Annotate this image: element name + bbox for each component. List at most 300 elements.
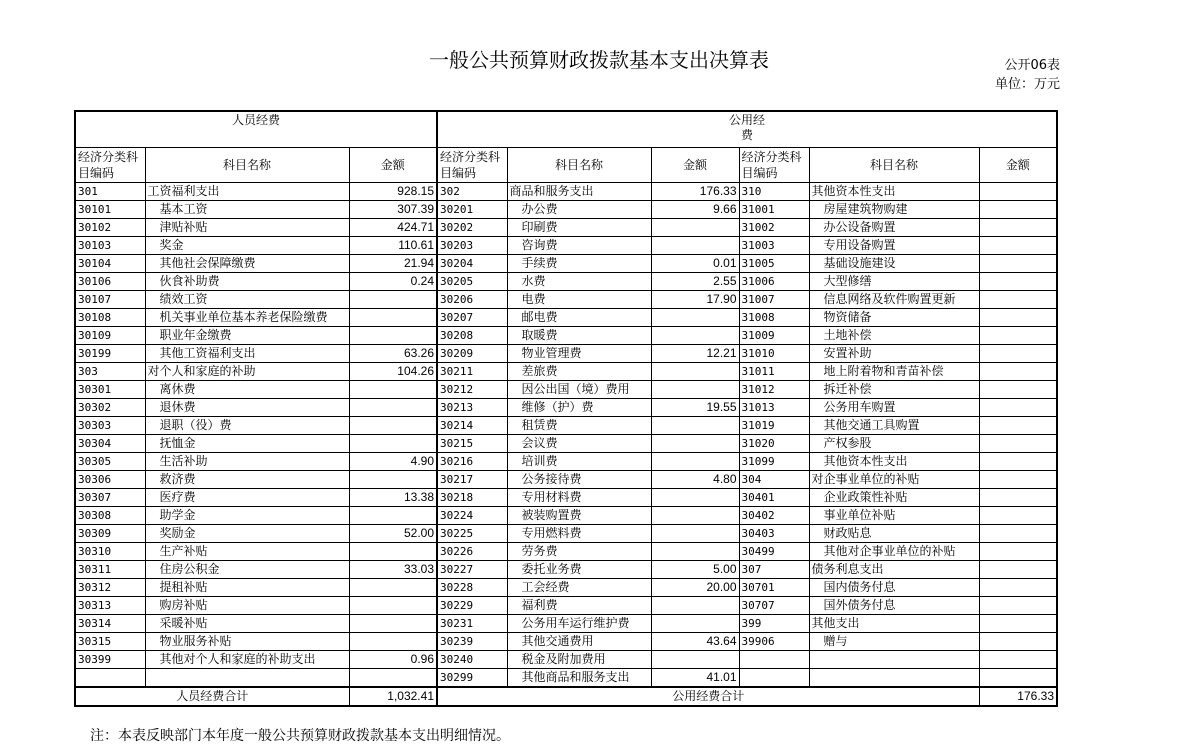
cell-code: 30201 xyxy=(437,201,507,219)
cell-name: 租赁费 xyxy=(507,417,651,435)
cell-amount xyxy=(349,309,437,327)
cell-amount: 2.55 xyxy=(651,273,739,291)
cell-code: 30227 xyxy=(437,561,507,579)
cell-amount: 176.33 xyxy=(651,183,739,201)
cell-amount xyxy=(651,435,739,453)
cell-name: 提租补贴 xyxy=(145,579,349,597)
cell-code: 30104 xyxy=(75,255,145,273)
cell-name: 离休费 xyxy=(145,381,349,399)
cell-code: 30305 xyxy=(75,453,145,471)
group-personnel-header: 人员经费 xyxy=(75,111,437,148)
cell-name: 其他社会保障缴费 xyxy=(145,255,349,273)
cell-code: 30202 xyxy=(437,219,507,237)
cell-amount xyxy=(979,543,1057,561)
cell-code: 30199 xyxy=(75,345,145,363)
col-amount-header: 金额 xyxy=(651,148,739,183)
cell-code: 30215 xyxy=(437,435,507,453)
cell-name: 对个人和家庭的补助 xyxy=(145,363,349,381)
cell-amount xyxy=(979,255,1057,273)
cell-name: 邮电费 xyxy=(507,309,651,327)
cell-code: 31012 xyxy=(739,381,809,399)
total-personnel-label: 人员经费合计 xyxy=(75,687,349,706)
cell-amount xyxy=(979,489,1057,507)
cell-code: 30109 xyxy=(75,327,145,345)
cell-code: 30209 xyxy=(437,345,507,363)
cell-amount xyxy=(979,507,1057,525)
cell-code: 307 xyxy=(739,561,809,579)
table-row xyxy=(75,471,1057,489)
cell-code: 302 xyxy=(437,183,507,201)
expenditure-table xyxy=(74,110,1058,707)
cell-code: 30211 xyxy=(437,363,507,381)
cell-name: 事业单位补贴 xyxy=(809,507,979,525)
col-code-header: 经济分类科目编码 xyxy=(739,148,809,183)
cell-code: 31001 xyxy=(739,201,809,219)
table-row xyxy=(75,417,1057,435)
cell-code: 31013 xyxy=(739,399,809,417)
cell-amount: 33.03 xyxy=(349,561,437,579)
cell-name xyxy=(145,669,349,688)
table-row xyxy=(75,597,1057,615)
cell-code: 30107 xyxy=(75,291,145,309)
cell-amount: 4.80 xyxy=(651,471,739,489)
cell-amount xyxy=(349,327,437,345)
cell-code: 30226 xyxy=(437,543,507,561)
cell-amount xyxy=(651,237,739,255)
cell-name: 其他支出 xyxy=(809,615,979,633)
cell-code: 31020 xyxy=(739,435,809,453)
cell-name: 专用设备购置 xyxy=(809,237,979,255)
cell-name: 被装购置费 xyxy=(507,507,651,525)
cell-amount xyxy=(651,525,739,543)
cell-name: 退休费 xyxy=(145,399,349,417)
cell-amount xyxy=(979,399,1057,417)
table-row xyxy=(75,579,1057,597)
cell-code: 30307 xyxy=(75,489,145,507)
cell-name: 基本工资 xyxy=(145,201,349,219)
table-row xyxy=(75,183,1057,201)
cell-amount xyxy=(349,597,437,615)
cell-amount xyxy=(651,489,739,507)
cell-amount: 41.01 xyxy=(651,669,739,688)
table-row xyxy=(75,651,1057,669)
cell-name: 债务利息支出 xyxy=(809,561,979,579)
cell-code: 30314 xyxy=(75,615,145,633)
cell-amount xyxy=(349,417,437,435)
cell-code: 30213 xyxy=(437,399,507,417)
cell-amount xyxy=(979,417,1057,435)
cell-amount xyxy=(979,669,1057,688)
cell-name: 其他对个人和家庭的补助支出 xyxy=(145,651,349,669)
cell-name: 其他对企事业单位的补贴 xyxy=(809,543,979,561)
cell-name: 职业年金缴费 xyxy=(145,327,349,345)
cell-name: 委托业务费 xyxy=(507,561,651,579)
cell-name: 机关事业单位基本养老保险缴费 xyxy=(145,309,349,327)
cell-code: 30108 xyxy=(75,309,145,327)
cell-code: 31099 xyxy=(739,453,809,471)
col-code-header: 经济分类科目编码 xyxy=(75,148,145,183)
table-row xyxy=(75,327,1057,345)
cell-amount xyxy=(651,507,739,525)
cell-amount xyxy=(979,471,1057,489)
cell-code: 30212 xyxy=(437,381,507,399)
cell-code xyxy=(739,651,809,669)
cell-code: 30302 xyxy=(75,399,145,417)
cell-code: 30208 xyxy=(437,327,507,345)
table-row xyxy=(75,633,1057,651)
cell-code: 31006 xyxy=(739,273,809,291)
cell-amount: 21.94 xyxy=(349,255,437,273)
cell-name: 物资储备 xyxy=(809,309,979,327)
cell-amount: 20.00 xyxy=(651,579,739,597)
cell-amount xyxy=(979,525,1057,543)
cell-amount: 4.90 xyxy=(349,453,437,471)
cell-code: 30205 xyxy=(437,273,507,291)
group-public-header xyxy=(437,111,1057,148)
table-row xyxy=(75,363,1057,381)
table-row xyxy=(75,219,1057,237)
cell-code: 39906 xyxy=(739,633,809,651)
cell-name: 生产补贴 xyxy=(145,543,349,561)
cell-name: 奖金 xyxy=(145,237,349,255)
table-row xyxy=(75,669,1057,688)
cell-name: 抚恤金 xyxy=(145,435,349,453)
col-name-header: 科目名称 xyxy=(507,148,651,183)
table-row xyxy=(75,525,1057,543)
cell-name: 津贴补贴 xyxy=(145,219,349,237)
col-code-header: 经济分类科目编码 xyxy=(437,148,507,183)
cell-amount xyxy=(349,579,437,597)
cell-code: 30214 xyxy=(437,417,507,435)
col-amount-header: 金额 xyxy=(979,148,1057,183)
table-row xyxy=(75,237,1057,255)
table-row xyxy=(75,345,1057,363)
cell-code: 30312 xyxy=(75,579,145,597)
cell-amount: 52.00 xyxy=(349,525,437,543)
table-row xyxy=(75,381,1057,399)
cell-name: 基础设施建设 xyxy=(809,255,979,273)
cell-code: 30239 xyxy=(437,633,507,651)
cell-name: 咨询费 xyxy=(507,237,651,255)
cell-amount: 0.24 xyxy=(349,273,437,291)
cell-name: 赠与 xyxy=(809,633,979,651)
cell-name: 培训费 xyxy=(507,453,651,471)
table-row xyxy=(75,399,1057,417)
cell-amount xyxy=(979,273,1057,291)
cell-amount xyxy=(349,615,437,633)
cell-name: 大型修缮 xyxy=(809,273,979,291)
cell-amount xyxy=(979,651,1057,669)
cell-amount xyxy=(349,291,437,309)
cell-name: 国内债务付息 xyxy=(809,579,979,597)
cell-name: 公务用车运行维护费 xyxy=(507,615,651,633)
cell-amount xyxy=(651,381,739,399)
cell-name: 安置补助 xyxy=(809,345,979,363)
cell-name: 取暖费 xyxy=(507,327,651,345)
cell-code: 31010 xyxy=(739,345,809,363)
cell-amount xyxy=(979,183,1057,201)
table-row xyxy=(75,291,1057,309)
cell-name: 工会经费 xyxy=(507,579,651,597)
cell-amount xyxy=(349,669,437,688)
table-row xyxy=(75,201,1057,219)
cell-name: 绩效工资 xyxy=(145,291,349,309)
cell-code: 30304 xyxy=(75,435,145,453)
cell-name: 公务接待费 xyxy=(507,471,651,489)
total-public-value: 176.33 xyxy=(979,687,1057,706)
cell-amount xyxy=(979,615,1057,633)
cell-code: 399 xyxy=(739,615,809,633)
cell-name: 产权参股 xyxy=(809,435,979,453)
cell-amount xyxy=(979,201,1057,219)
cell-code: 31011 xyxy=(739,363,809,381)
cell-name: 物业管理费 xyxy=(507,345,651,363)
cell-code: 30309 xyxy=(75,525,145,543)
cell-amount: 307.39 xyxy=(349,201,437,219)
cell-code: 30308 xyxy=(75,507,145,525)
table-row xyxy=(75,435,1057,453)
cell-name: 水费 xyxy=(507,273,651,291)
cell-name: 购房补贴 xyxy=(145,597,349,615)
cell-code: 30301 xyxy=(75,381,145,399)
cell-code xyxy=(75,669,145,688)
cell-code: 303 xyxy=(75,363,145,381)
cell-amount xyxy=(979,219,1057,237)
cell-name: 专用燃料费 xyxy=(507,525,651,543)
col-amount-header: 金额 xyxy=(349,148,437,183)
cell-amount xyxy=(349,507,437,525)
cell-amount xyxy=(979,363,1057,381)
cell-name: 企业政策性补贴 xyxy=(809,489,979,507)
cell-name: 拆迁补偿 xyxy=(809,381,979,399)
cell-code: 30207 xyxy=(437,309,507,327)
cell-code: 30402 xyxy=(739,507,809,525)
cell-amount: 63.26 xyxy=(349,345,437,363)
cell-amount xyxy=(979,561,1057,579)
cell-code: 30401 xyxy=(739,489,809,507)
cell-name: 印刷费 xyxy=(507,219,651,237)
cell-amount: 110.61 xyxy=(349,237,437,255)
cell-name: 手续费 xyxy=(507,255,651,273)
cell-amount: 12.21 xyxy=(651,345,739,363)
cell-name: 会议费 xyxy=(507,435,651,453)
cell-name xyxy=(809,651,979,669)
cell-name: 信息网络及软件购置更新 xyxy=(809,291,979,309)
cell-amount xyxy=(349,543,437,561)
table-row xyxy=(75,507,1057,525)
cell-amount xyxy=(651,219,739,237)
cell-amount: 9.66 xyxy=(651,201,739,219)
cell-amount xyxy=(651,309,739,327)
unit-label: 单位：万元 xyxy=(994,77,1060,92)
form-number: 公开06表 xyxy=(1004,58,1060,73)
cell-amount: 13.38 xyxy=(349,489,437,507)
table-row xyxy=(75,309,1057,327)
cell-name: 物业服务补贴 xyxy=(145,633,349,651)
cell-code: 30311 xyxy=(75,561,145,579)
cell-code xyxy=(739,669,809,688)
cell-name: 国外债务付息 xyxy=(809,597,979,615)
cell-name: 助学金 xyxy=(145,507,349,525)
cell-code: 30204 xyxy=(437,255,507,273)
cell-name: 差旅费 xyxy=(507,363,651,381)
cell-amount: 424.71 xyxy=(349,219,437,237)
cell-code: 310 xyxy=(739,183,809,201)
cell-name: 维修（护）费 xyxy=(507,399,651,417)
col-name-header: 科目名称 xyxy=(145,148,349,183)
cell-name: 伙食补助费 xyxy=(145,273,349,291)
cell-amount xyxy=(651,543,739,561)
cell-name: 地上附着物和青苗补偿 xyxy=(809,363,979,381)
cell-code: 30229 xyxy=(437,597,507,615)
table-row xyxy=(75,561,1057,579)
cell-amount xyxy=(979,435,1057,453)
cell-name: 采暖补贴 xyxy=(145,615,349,633)
cell-code: 30707 xyxy=(739,597,809,615)
footnote: 注：本表反映部门本年度一般公共预算财政拨款基本支出明细情况。 xyxy=(90,728,510,744)
cell-name: 其他交通费用 xyxy=(507,633,651,651)
cell-code: 304 xyxy=(739,471,809,489)
cell-amount xyxy=(651,327,739,345)
cell-name: 其他交通工具购置 xyxy=(809,417,979,435)
cell-code: 30303 xyxy=(75,417,145,435)
cell-amount xyxy=(979,381,1057,399)
cell-name: 专用材料费 xyxy=(507,489,651,507)
table-row xyxy=(75,453,1057,471)
cell-name: 对企事业单位的补贴 xyxy=(809,471,979,489)
cell-code: 30399 xyxy=(75,651,145,669)
cell-code: 31008 xyxy=(739,309,809,327)
total-row xyxy=(75,687,1057,706)
cell-amount xyxy=(979,309,1057,327)
cell-code: 31007 xyxy=(739,291,809,309)
cell-amount xyxy=(651,597,739,615)
cell-code: 30103 xyxy=(75,237,145,255)
cell-amount xyxy=(979,597,1057,615)
cell-name: 其他资本性支出 xyxy=(809,453,979,471)
table-row xyxy=(75,255,1057,273)
cell-amount xyxy=(349,471,437,489)
cell-amount xyxy=(979,633,1057,651)
cell-code: 30701 xyxy=(739,579,809,597)
cell-amount xyxy=(979,453,1057,471)
cell-code: 301 xyxy=(75,183,145,201)
cell-name: 电费 xyxy=(507,291,651,309)
cell-code: 30240 xyxy=(437,651,507,669)
cell-code: 31005 xyxy=(739,255,809,273)
col-name-header: 科目名称 xyxy=(809,148,979,183)
cell-name: 劳务费 xyxy=(507,543,651,561)
cell-name: 土地补偿 xyxy=(809,327,979,345)
cell-amount xyxy=(979,291,1057,309)
cell-code: 30203 xyxy=(437,237,507,255)
cell-code: 30106 xyxy=(75,273,145,291)
cell-code: 30102 xyxy=(75,219,145,237)
cell-amount: 0.01 xyxy=(651,255,739,273)
group-public-label: 公用经费 xyxy=(729,113,766,142)
cell-amount xyxy=(651,417,739,435)
cell-name: 其他资本性支出 xyxy=(809,183,979,201)
cell-name: 医疗费 xyxy=(145,489,349,507)
cell-name: 公务用车购置 xyxy=(809,399,979,417)
cell-name: 房屋建筑物购建 xyxy=(809,201,979,219)
table-row xyxy=(75,273,1057,291)
cell-amount xyxy=(349,633,437,651)
cell-code: 30299 xyxy=(437,669,507,688)
cell-amount: 5.00 xyxy=(651,561,739,579)
cell-code: 30217 xyxy=(437,471,507,489)
cell-name: 税金及附加费用 xyxy=(507,651,651,669)
cell-name xyxy=(809,669,979,688)
cell-amount xyxy=(979,579,1057,597)
cell-code: 31003 xyxy=(739,237,809,255)
cell-code: 30206 xyxy=(437,291,507,309)
cell-amount xyxy=(349,381,437,399)
cell-amount xyxy=(651,651,739,669)
cell-amount xyxy=(651,453,739,471)
cell-code: 30306 xyxy=(75,471,145,489)
cell-amount: 104.26 xyxy=(349,363,437,381)
cell-amount: 43.64 xyxy=(651,633,739,651)
table-row xyxy=(75,615,1057,633)
cell-code: 30218 xyxy=(437,489,507,507)
cell-code: 30231 xyxy=(437,615,507,633)
cell-code: 31009 xyxy=(739,327,809,345)
cell-code: 30228 xyxy=(437,579,507,597)
cell-code: 30403 xyxy=(739,525,809,543)
cell-code: 30313 xyxy=(75,597,145,615)
total-public-label: 公用经费合计 xyxy=(437,687,979,706)
cell-name: 财政贴息 xyxy=(809,525,979,543)
cell-name: 办公设备购置 xyxy=(809,219,979,237)
cell-amount xyxy=(349,435,437,453)
cell-code: 30101 xyxy=(75,201,145,219)
cell-name: 住房公积金 xyxy=(145,561,349,579)
cell-name: 生活补助 xyxy=(145,453,349,471)
cell-amount: 928.15 xyxy=(349,183,437,201)
cell-amount: 19.55 xyxy=(651,399,739,417)
cell-name: 其他商品和服务支出 xyxy=(507,669,651,688)
cell-name: 退职（役）费 xyxy=(145,417,349,435)
cell-code: 30315 xyxy=(75,633,145,651)
table-row xyxy=(75,489,1057,507)
cell-code: 30225 xyxy=(437,525,507,543)
cell-name: 工资福利支出 xyxy=(145,183,349,201)
page-title: 一般公共预算财政拨款基本支出决算表 xyxy=(429,48,769,72)
cell-name: 因公出国（境）费用 xyxy=(507,381,651,399)
cell-code: 30224 xyxy=(437,507,507,525)
cell-amount: 17.90 xyxy=(651,291,739,309)
cell-code: 30310 xyxy=(75,543,145,561)
table-row xyxy=(75,543,1057,561)
cell-name: 救济费 xyxy=(145,471,349,489)
cell-code: 31019 xyxy=(739,417,809,435)
cell-amount xyxy=(979,345,1057,363)
cell-amount xyxy=(349,399,437,417)
cell-amount xyxy=(979,237,1057,255)
cell-name: 其他工资福利支出 xyxy=(145,345,349,363)
cell-name: 福利费 xyxy=(507,597,651,615)
cell-amount: 0.96 xyxy=(349,651,437,669)
total-personnel-value: 1,032.41 xyxy=(349,687,437,706)
cell-code: 30499 xyxy=(739,543,809,561)
cell-name: 办公费 xyxy=(507,201,651,219)
cell-amount xyxy=(979,327,1057,345)
cell-code: 30216 xyxy=(437,453,507,471)
cell-amount xyxy=(651,363,739,381)
cell-name: 商品和服务支出 xyxy=(507,183,651,201)
cell-code: 31002 xyxy=(739,219,809,237)
